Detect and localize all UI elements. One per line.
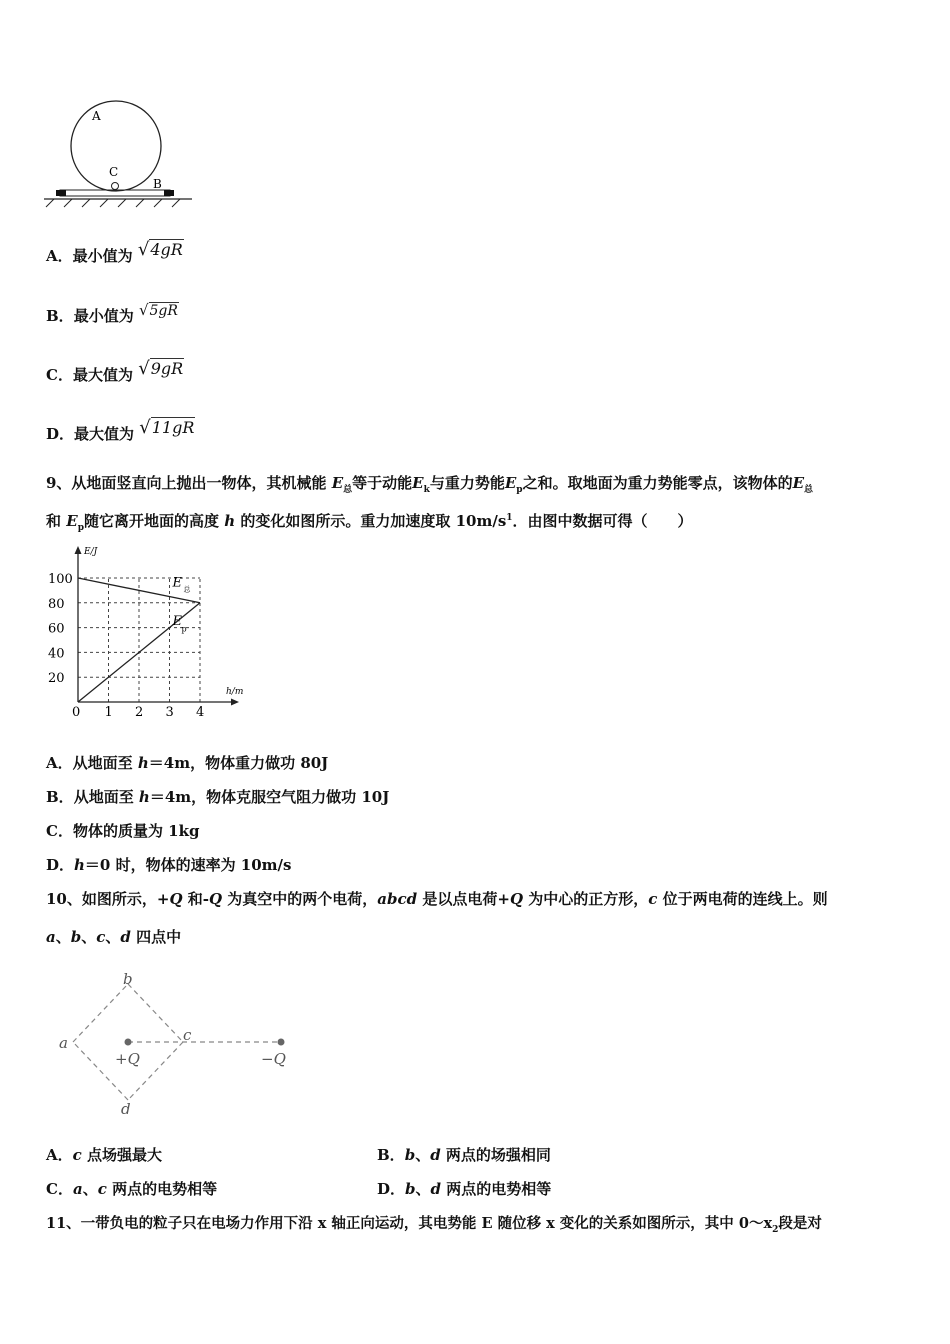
sqrt-expression: √4gR [137,239,183,260]
q11-stem-line1: 11、一带负电的粒子只在电场力作用下沿 x 轴正向运动，其电势能 E 随位移 x 变化的关系如图所示，其中 $0\sim x_2$段是对 [46,1215,822,1235]
circular-track-figure [42,98,202,213]
y-tick-label-60: 60 [48,621,65,637]
x-tick-label-1: 1 [104,705,113,720]
q10-stem-line1: 10、如图所示，+Q 和-Q 为真空中的两个电荷，abcd 是以点电荷+Q 为中心的正方形，c 位于两电荷的连线上。则 [46,890,828,908]
series-label-e-total: E [172,575,182,591]
q9-stem-line1: 9、从地面竖直向上抛出一物体，其机械能 $E_总$等于动能$E_k$与重力势能$E_p$之和。取地面为重力势能零点，该物体的$E_总$ [46,474,814,495]
point-label-c: c [183,1026,192,1044]
sqrt-expression: √5gR [138,301,178,319]
y-axis-arrow [75,546,82,554]
y-tick-label-20: 20 [48,671,65,687]
q8-option-b: B．最小值为 √5gR [46,301,178,325]
charges-square-figure [55,968,305,1118]
label-c: C [109,165,119,179]
sqrt-expression: √11gR [139,417,195,438]
negative-charge [278,1039,285,1046]
x-tick-label-3: 3 [165,705,174,720]
q9-option-a: A．从地面至 h＝4m，物体重力做功 80J [46,754,329,772]
ball-c [112,183,119,190]
x-tick-label-0: 0 [72,705,81,720]
q10-option-d: D．b、d 两点的电势相等 [377,1180,552,1198]
base-block-right [164,190,174,196]
chart-axes [75,546,240,706]
q9-option-b: B．从地面至 h＝4m，物体克服空气阻力做功 10J [46,788,390,806]
point-label-b: b [123,970,133,988]
square-edge-ab [73,984,128,1042]
series-label-ep-sub: p [181,624,187,634]
energy-height-chart [40,540,255,720]
q10-option-c: C．a、c 两点的电势相等 [46,1180,218,1198]
label-a: A [92,109,101,123]
q8-option-a: A．最小值为 √4gR [46,239,183,265]
positive-charge [125,1039,132,1046]
chart-grid [78,575,200,702]
q10-stem-line2: a、b、c、d 四点中 [46,928,182,946]
q9-option-d: D．h＝0 时，物体的速率为 10m/s [46,856,292,874]
q9-option-c: C．物体的质量为 1kg [46,822,200,840]
q8-option-c: C．最大值为 √9gR [46,358,184,384]
q9-stem-line2: 和 $E_p$随它离开地面的高度 h 的变化如图所示。重力加速度取 $10m/s^1$．由图中数据可得（ ） [46,512,693,533]
point-label-d: d [121,1100,131,1118]
q8-option-d: D．最大值为 √11gR [46,417,195,443]
x-tick-label-4: 4 [196,705,205,720]
x-axis-arrow [231,699,239,706]
y-tick-label-100: 100 [48,572,73,587]
y-axis-label: E/J [84,547,98,557]
q10-option-a: A．c 点场强最大 [46,1146,163,1164]
series-label-e-total-sub: 总 [183,585,191,594]
y-tick-label-80: 80 [48,596,65,612]
x-axis-label: h/m [226,687,244,697]
label-b: B [153,177,162,191]
positive-charge-label: +Q [115,1050,140,1068]
square-edge-bc [128,984,183,1042]
point-label-a: a [59,1034,68,1052]
chart-labels [48,547,243,720]
q10-option-b: B．b、d 两点的场强相同 [377,1146,551,1164]
sqrt-expression: √9gR [138,358,184,379]
base-block-left [56,190,66,196]
negative-charge-label: −Q [261,1050,286,1068]
y-tick-label-40: 40 [48,646,65,662]
series-label-ep: E [172,614,182,630]
x-tick-label-2: 2 [135,705,144,720]
